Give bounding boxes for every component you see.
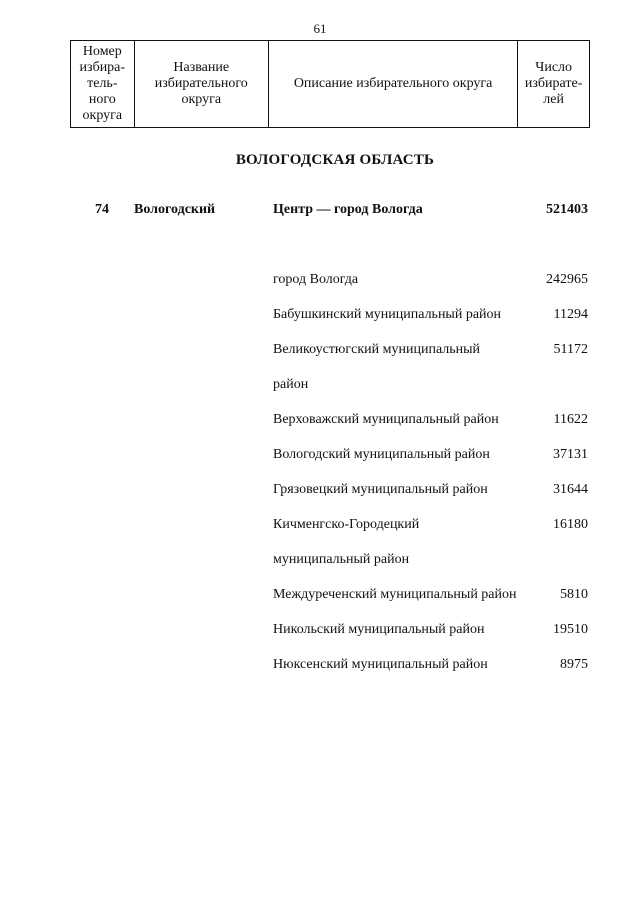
header-district-description: Описание избирательного округа bbox=[268, 41, 517, 128]
list-item bbox=[273, 647, 588, 682]
municipality-name: Междуреченский муниципальный район bbox=[273, 587, 517, 602]
municipality-voter-count: 31644 bbox=[553, 482, 588, 497]
municipality-name: Великоустюгский муниципальный район bbox=[273, 342, 481, 392]
page-number: 61 bbox=[313, 21, 327, 36]
municipality-name: Грязовецкий муниципальный район bbox=[273, 482, 488, 497]
list-item bbox=[273, 332, 588, 402]
list-item bbox=[273, 402, 588, 437]
district-voter-count: 521403 bbox=[546, 202, 588, 217]
municipality-name: город Вологда bbox=[273, 272, 359, 287]
municipality-voter-count: 8975 bbox=[560, 657, 588, 672]
header-district-name: Название избирательного округа bbox=[134, 41, 268, 128]
municipality-voter-count: 5810 bbox=[560, 587, 588, 602]
municipality-name: Вологодский муниципальный район bbox=[273, 447, 490, 462]
municipality-voter-count: 51172 bbox=[553, 342, 588, 357]
municipality-voter-count: 19510 bbox=[553, 622, 588, 637]
region-title: ВОЛОГОДСКАЯ ОБЛАСТЬ bbox=[235, 152, 435, 168]
list-item bbox=[273, 297, 588, 332]
list-item bbox=[273, 612, 588, 647]
municipality-list bbox=[273, 262, 588, 682]
district-center: Центр — город Вологда bbox=[273, 202, 423, 217]
header-voter-count: Число избирате- лей bbox=[518, 41, 590, 128]
municipality-name: Бабушкинский муниципальный район bbox=[273, 307, 502, 322]
list-item bbox=[273, 262, 588, 297]
municipality-voter-count: 11622 bbox=[553, 412, 588, 427]
municipality-voter-count: 242965 bbox=[546, 272, 588, 287]
list-item bbox=[273, 507, 588, 577]
municipality-voter-count: 37131 bbox=[553, 447, 588, 462]
list-item bbox=[273, 577, 588, 612]
municipality-name: Никольский муниципальный район bbox=[273, 622, 485, 637]
table-header bbox=[70, 40, 590, 128]
list-item bbox=[273, 472, 588, 507]
municipality-name: Кичменгско-Городецкий муниципальный район bbox=[273, 517, 420, 567]
municipality-name: Верховажский муниципальный район bbox=[273, 412, 499, 427]
district-name: Вологодский bbox=[134, 202, 216, 217]
municipality-voter-count: 16180 bbox=[553, 517, 588, 532]
header-district-number: Номер избира- тель- ного округа bbox=[71, 41, 135, 128]
municipality-voter-count: 11294 bbox=[553, 307, 588, 322]
district-number: 74 bbox=[95, 202, 109, 217]
municipality-name: Нюксенский муниципальный район bbox=[273, 657, 488, 672]
list-item bbox=[273, 437, 588, 472]
